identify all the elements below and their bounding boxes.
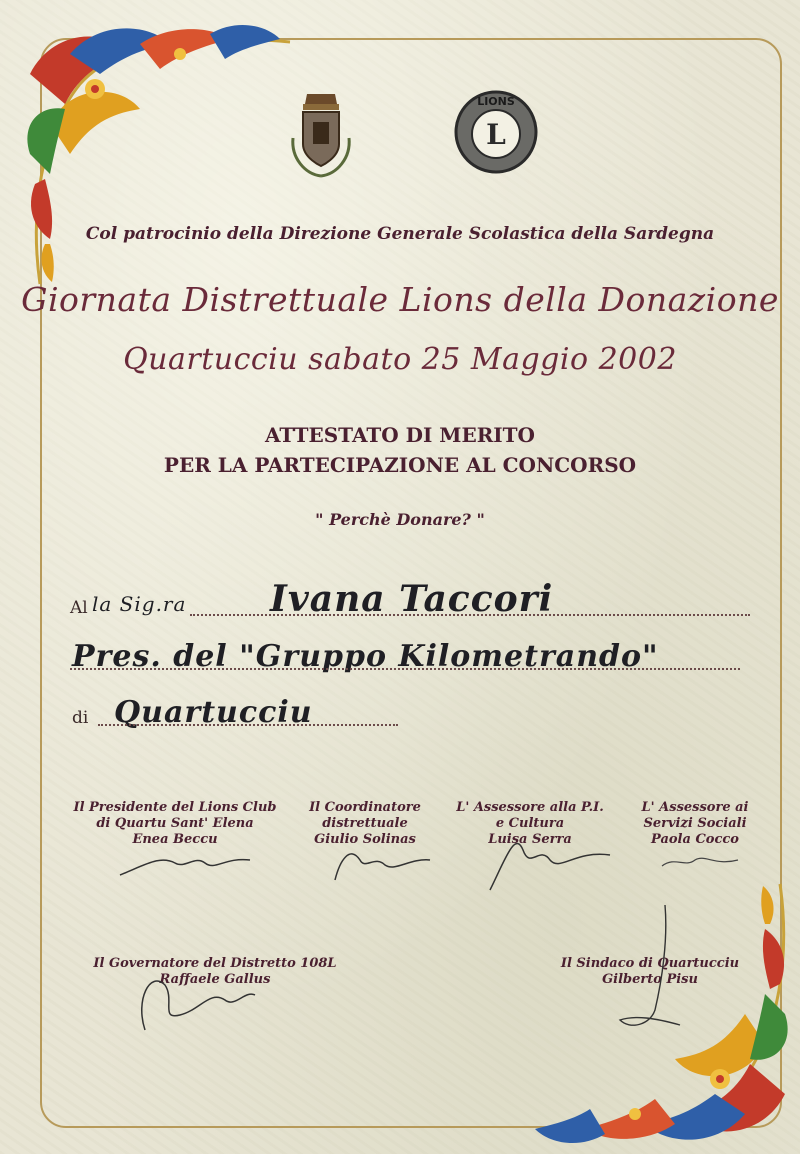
event-title: Giornata Distrettuale Lions della Donazione: [21, 280, 779, 319]
signature-scribble-icon: [660, 848, 740, 873]
signature-scribble-icon: [115, 845, 255, 885]
signatory-lions-president: [70, 800, 280, 848]
recipient-role-line: [70, 634, 760, 674]
signatory-role: L' Assessore alla P.I.: [456, 800, 604, 815]
signatory-name: Raffaele Gallus: [159, 972, 271, 987]
competition-motto: " Perchè Donare? ": [315, 510, 485, 529]
signatory-role: Il Governatore del Distretto 108L: [93, 956, 337, 971]
recipient-name-line: [70, 580, 760, 620]
signature-scribble-icon: [325, 840, 435, 885]
signatory-role: e Cultura: [495, 816, 565, 831]
lions-word: LIONS: [477, 95, 515, 108]
signatory-role: L' Assessore ai: [641, 800, 749, 815]
signatory-name: Luisa Serra: [488, 832, 572, 847]
coat-of-arms-icon: [285, 88, 357, 178]
patronage-line: Col patrocinio della Direzione Generale Scolastica della Sardegna: [85, 224, 715, 244]
city-label: di: [72, 708, 89, 728]
certificate-title-line2: PER LA PARTECIPAZIONE AL CONCORSO: [163, 453, 637, 477]
signatory-role: Il Coordinatore: [309, 800, 421, 815]
signatory-name: Giulio Solinas: [314, 832, 416, 847]
certificate-title: [0, 420, 800, 480]
signatory-social-services-assessor: [620, 800, 770, 848]
signatory-name: Enea Beccu: [132, 832, 218, 847]
recipient-city-line: [70, 690, 760, 730]
dotted-line: [98, 724, 398, 726]
recipient-prefix: Al: [70, 598, 88, 618]
certificate-title-line1: ATTESTATO DI MERITO: [265, 423, 535, 447]
signature-scribble-icon: [130, 960, 260, 1035]
recipient-prefix-handwritten: la Sig.ra: [92, 592, 187, 616]
signatory-role: Il Sindaco di Quartucciu: [560, 956, 740, 971]
signatory-role: di Quartu Sant' Elena: [96, 816, 254, 831]
signatory-name: Gilberto Pisu: [602, 972, 698, 987]
recipient-role: Pres. del "Gruppo Kilometrando": [72, 639, 659, 674]
signature-scribble-icon: [485, 820, 615, 895]
svg-text:L: L: [486, 118, 506, 151]
dotted-line: [190, 614, 750, 616]
recipient-name: Ivana Taccori: [270, 578, 554, 620]
floral-corner-top-left-icon: [10, 14, 300, 294]
signatory-role: Servizi Sociali: [643, 816, 747, 831]
lions-logo-icon: [450, 88, 542, 176]
signature-scribble-icon: [610, 900, 690, 1040]
signatory-name: Paola Cocco: [651, 832, 739, 847]
dotted-line: [70, 668, 740, 670]
signatory-role: distrettuale: [322, 816, 408, 831]
signatory-role: Il Presidente del Lions Club: [73, 800, 277, 815]
event-date: Quartucciu sabato 25 Maggio 2002: [123, 342, 677, 377]
recipient-city: Quartucciu: [114, 695, 313, 730]
